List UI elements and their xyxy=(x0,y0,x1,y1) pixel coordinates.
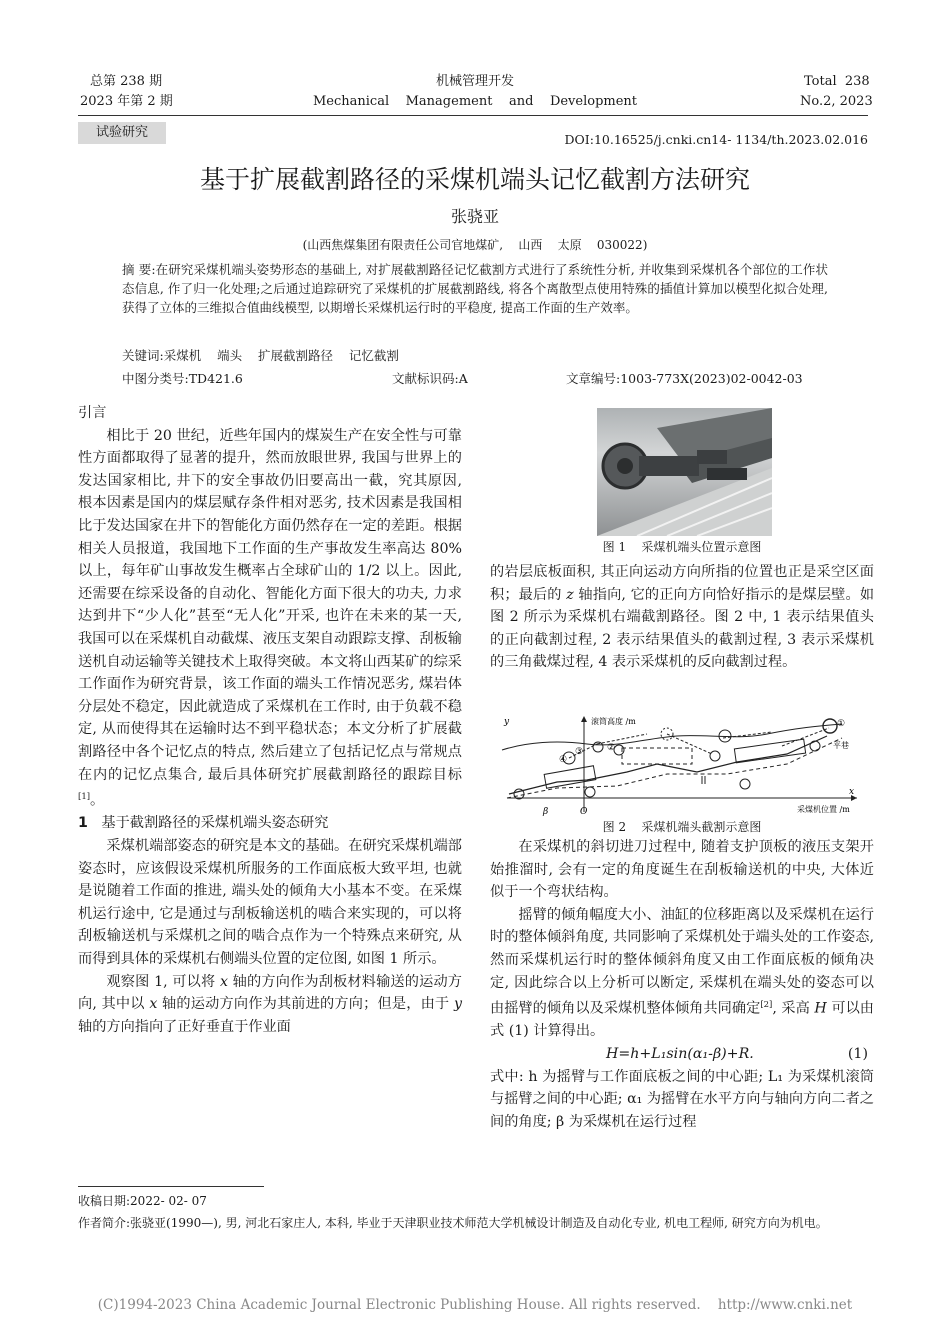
doi: DOI:10.16525/j.cnki.cn14- 1134/th.2023.02.016 xyxy=(564,132,868,147)
figure-1-caption: 图 1 采煤机端头位置示意图 xyxy=(602,540,762,554)
author: 张骁亚 xyxy=(450,207,499,226)
p3-part-a: 观察图 1, 可以将 xyxy=(106,973,220,990)
section-1-paragraph-2 xyxy=(78,971,462,1039)
fig2-roadway-label: 平巷 xyxy=(833,741,849,750)
received-date: 收稿日期:2022- 02- 07 xyxy=(78,1194,207,1208)
header-no-en: No.2, 2023 xyxy=(800,94,873,109)
affiliation: (山西焦煤集团有限责任公司官地煤矿, 山西 太原 030022) xyxy=(302,238,648,252)
author-bio: 作者简介:张骁亚(1990—), 男, 河北石家庄人, 本科, 毕业于天津职业技术师范大学机械设计制造及自动化专业, 机电工程师, 研究方向为机电。 xyxy=(78,1216,828,1230)
left-column xyxy=(78,402,462,1038)
intro-heading: 引言 xyxy=(78,405,107,421)
right-column-bottom xyxy=(490,836,874,1133)
right-paragraph-1 xyxy=(490,561,874,674)
header-issue-total: 总第 238 期 xyxy=(90,74,163,89)
rp3-part-c: 可以由式 (1) 计算得出。 xyxy=(490,1000,874,1040)
p3-part-c: 轴的运动方向作为其前进的方向；但是，由于 xyxy=(157,996,454,1013)
intro-text: 相比于 20 世纪，近些年国内的煤炭生产在安全性与可靠性方面都取得了显著的提升，然而放眼世界, 我国与世界上的发达国家相比, 井下的安全事故仍旧要高出一截，究其原因, 根本因素是国内的煤层赋存条件相对恶劣, 技术因素是我国相比于发达国家在井下的智能化方面仍然存在一定的差距。根据相关人员报道，我国地下工作面的生产事故发生率高达 80%以上，每年矿山事故发生概率占全球矿山的 1/2 以上。因此, 还需要在综采设备的自动化、智能化方面下很大的功夫, 力求达到井下“少人化”甚至“无人化”开采, 也许在未来的某一天, 我国可以在采煤机自动截煤、液压支架自动跟踪支撑、刮板输送机自动运输等关键技术上取得突破。本文将山西某矿的综采工作面作为研究背景，该工作面的端头工作情况恶劣, 煤岩体分层处不稳定，因此就造成了采煤机在工作时, 由于负载不稳定, 从而使得其在运输时达不到平稳状态；本文分析了扩展截割路径中各个记忆点的特点, 然后建立了包括记忆点与常规点在内的记忆点集合, 最后具体研究扩展截割路径的跟踪目标 xyxy=(78,427,462,783)
p3-part-d: 轴的方向指向了正好垂直于作业面 xyxy=(78,1018,291,1035)
header-issue-year: 2023 年第 2 期 xyxy=(80,94,173,109)
journal-name-cn: 机械管理开发 xyxy=(435,74,514,89)
var-x: x xyxy=(149,996,158,1013)
fig2-y-axis-symbol: y xyxy=(504,717,510,727)
rp3-part-b: , 采高 xyxy=(772,1000,815,1017)
ref-2: [2] xyxy=(760,1000,773,1011)
fig2-origin: O xyxy=(580,807,588,816)
ref-1: [1] xyxy=(78,792,91,803)
var-z: z xyxy=(566,586,574,603)
rp1-part-a: 的岩层底板面积, 其正向运动方向所指的位置也正是采空区面积；最后的 xyxy=(490,564,874,603)
fig2-beta: β xyxy=(543,807,549,816)
fig2-y-axis-label: 滚筒高度 /m xyxy=(591,717,636,726)
shearer-render xyxy=(597,408,772,536)
figure-2-caption: 图 2 采煤机端头截割示意图 xyxy=(602,820,762,834)
right-column-top xyxy=(490,561,874,674)
right-paragraph-4: 式中: h 为摇臂与工作面底板之间的中心距; L₁ 为采煤机滚筒与摇臂之间的中心距; α₁ 为摇臂在水平方向与轴向方向二者之间的角度; β 为采煤机在运行过程 xyxy=(490,1068,874,1130)
section-1-number: 1 xyxy=(78,815,88,832)
section-1-title: 基于截割路径的采煤机端头姿态研究 xyxy=(101,815,329,832)
var-H: H xyxy=(814,1000,827,1017)
intro-end: 。 xyxy=(90,792,105,809)
var-x: x xyxy=(219,973,228,990)
right-paragraph-3 xyxy=(490,904,874,1043)
journal-name-en: Mechanical Management and Development xyxy=(312,94,638,109)
fig2-marker-2: ② xyxy=(607,743,616,753)
header-rule xyxy=(78,115,868,116)
intro-paragraph xyxy=(78,425,462,813)
rp1-part-b: 轴指向, 它的正向方向恰好指示的是煤层壁。如图 2 所示为采煤机右端截割路径。图 2 中, 1 表示结果值头的正向截割过程, 2 表示结果值头的截割过程, 3 表示采煤机的三角截煤过程, 4 表示采煤机的反向截割过程。 xyxy=(490,586,875,671)
keywords: 关键词:采煤机 端头 扩展截割路径 记忆截割 xyxy=(122,348,399,363)
section-1-heading xyxy=(78,812,462,835)
fig2-x-axis-label: 采煤机位置 /m xyxy=(797,805,850,814)
rp3-text: 摇臂的倾角幅度大小、油缸的位移距离以及采煤机在运行时的整体倾斜角度, 共同影响了采煤机处于端头处的工作姿态, 然而采煤机运行时的整体倾斜角度又由工作面底板的倾角决定, 因此综合以上分析可以断定, 采煤机在端头处的姿态可以由摇臂的倾角以及采煤机整体倾角共同确定 xyxy=(490,906,874,1017)
p3-part-b: 轴的方向作为刮板材料输送的运动方向, 其中以 xyxy=(78,973,462,1013)
equation-1-number: (1) xyxy=(847,1046,868,1063)
paper-title: 基于扩展截割路径的采煤机端头记忆截割方法研究 xyxy=(199,165,750,194)
fig2-x-axis-symbol: x xyxy=(849,787,855,797)
section-tag: 试验研究 xyxy=(78,122,166,144)
article-number: 文章编号:1003-773X(2023)02-0042-03 xyxy=(566,371,803,386)
figure-1-image xyxy=(597,408,772,536)
var-y: y xyxy=(454,996,463,1013)
header-total-en: Total 238 xyxy=(804,74,870,89)
abstract: 摘 要:在研究采煤机端头姿势形态的基础上, 对扩展截割路径记忆截割方式进行了系统性分析, 并收集到采煤机各个部位的工作状态信息, 作了归一化处理;之后通过追踪研究了采煤机的扩展截割路线, 将各个离散型点使用特殊的插值计算加以模型化拟合处理, 获得了立体的三维拟合值曲线模型, 以期增长采煤机运行时的平稳度, 提高工作面的生产效率。 xyxy=(122,262,828,315)
document-code: 文献标识码:A xyxy=(392,371,468,386)
cutting-path-diagram xyxy=(497,714,867,816)
right-paragraph-2: 在采煤机的斜切进刀过程中, 随着支护顶板的液压支架开始推溜时, 会有一定的角度诞生在刮板输送机的中央, 大体近似于一个弯状结构。 xyxy=(490,839,874,901)
fig2-marker-3: ③ xyxy=(575,747,584,757)
footnote-rule xyxy=(78,1186,264,1187)
clc-number: 中图分类号:TD421.6 xyxy=(122,371,243,386)
fig2-marker-1: ① xyxy=(837,719,846,729)
figure-2 xyxy=(497,714,867,816)
equation-1 xyxy=(490,1043,874,1066)
section-1-paragraph-1: 采煤机端部姿态的研究是本文的基础。在研究采煤机端部姿态时，应该假设采煤机所服务的工作面底板大致平坦, 也就是说随着工作面的推进, 端头处的倾角大小基本不变。在采煤机运行途中, 它是通过与刮板输送机的啮合来实现的，可以将刮板输送机与采煤机之间的啮合点作为一个特殊点来研究, 从而得到具体的采煤机右侧端头位置的定位图, 如图 1 所示。 xyxy=(78,838,462,967)
copyright-footer: (C)1994-2023 China Academic Journal Electronic Publishing House. All rights reserved. http://www.cnki.net xyxy=(97,1297,853,1313)
fig2-marker-4: ④ xyxy=(559,755,568,765)
equation-1-body: H=h+L₁sin(α₁-β)+R. xyxy=(606,1046,754,1063)
